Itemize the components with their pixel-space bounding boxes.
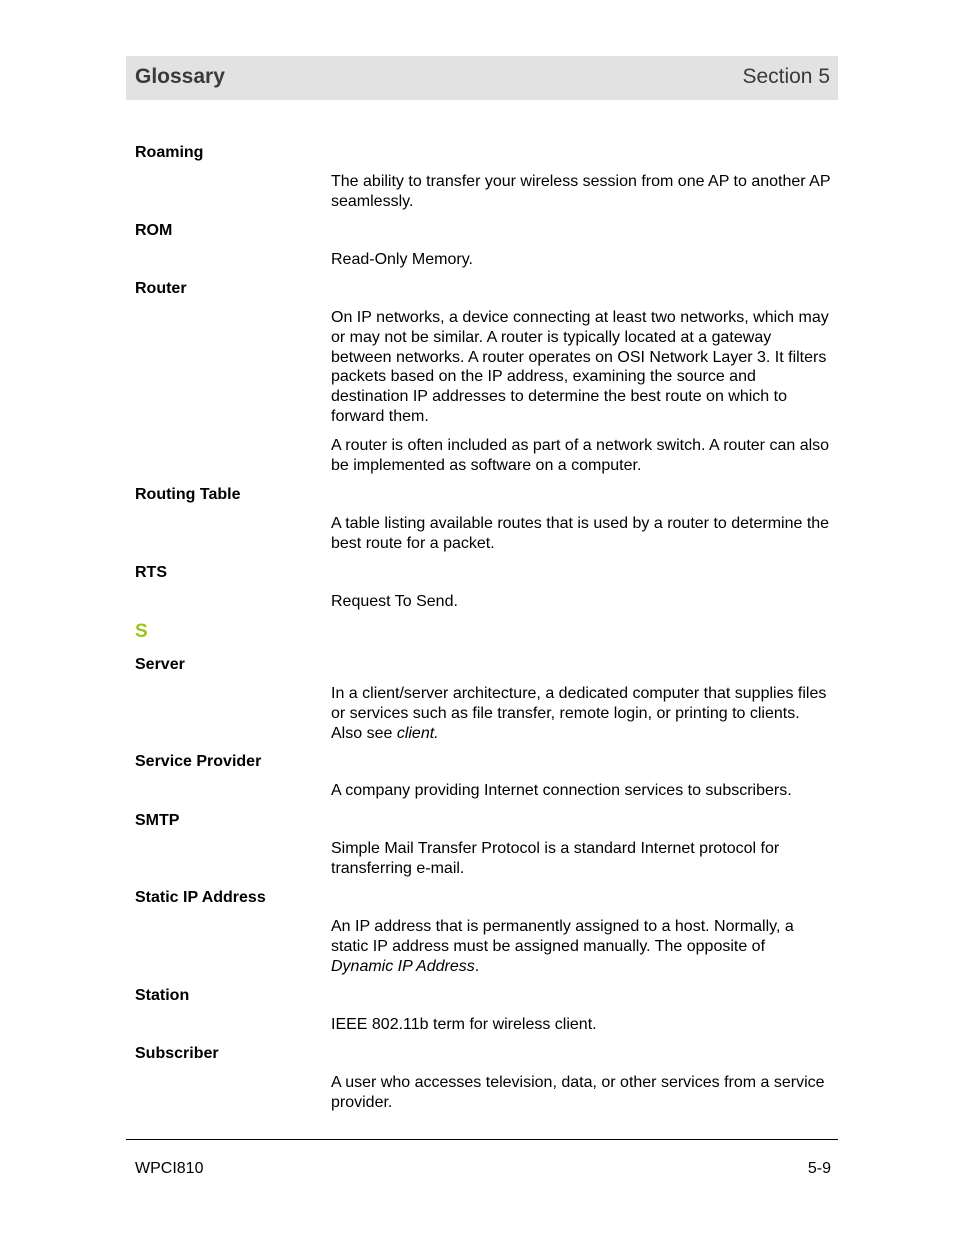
footer-product-name: WPCI810 xyxy=(135,1160,204,1177)
glossary-term-rts: RTS xyxy=(135,564,167,581)
page-header xyxy=(126,56,838,100)
glossary-definition-router-p2: A router is often included as part of a network switch. A router can also be implemented as software on a computer. xyxy=(331,437,830,474)
glossary-definition-subscriber: A user who accesses television, data, or other services from a service provider. xyxy=(331,1074,825,1111)
glossary-term-router: Router xyxy=(135,280,187,297)
glossary-definition-rts: Request To Send. xyxy=(331,593,458,610)
glossary-term-subscriber: Subscriber xyxy=(135,1045,219,1062)
footer-page-number: 5-9 xyxy=(807,1160,831,1177)
definition-text-end: . xyxy=(474,957,480,975)
glossary-definition-router-p1: On IP networks, a device connecting at least two networks, which may or may not be similar. A router is typically located at a gateway between networks. A router operates on OSI Network Layer 3. It filters packets based on the IP address, examining the source and destination IP addresses to determine the best route on which to forward them. xyxy=(331,309,829,425)
definition-text: In a client/server architecture, a dedicated computer that supplies files or services such as file transfer, remote login, or printing to clients. Also see xyxy=(331,685,827,742)
footer-divider xyxy=(126,1139,838,1140)
glossary-definition-rom: Read-Only Memory. xyxy=(331,251,473,268)
glossary-term-station: Station xyxy=(135,987,190,1004)
glossary-definition-static-ip-address xyxy=(331,917,831,976)
glossary-term-service-provider: Service Provider xyxy=(135,753,262,770)
glossary-definition-smtp: Simple Mail Transfer Protocol is a standard Internet protocol for transferring e-mail. xyxy=(331,840,780,877)
glossary-definition-server xyxy=(331,684,831,743)
glossary-term-rom: ROM xyxy=(135,222,173,239)
cross-reference: client. xyxy=(396,724,439,742)
glossary-term-smtp: SMTP xyxy=(135,812,180,829)
header-section: Section 5 xyxy=(742,65,830,88)
glossary-definition-roaming: The ability to transfer your wireless session from one AP to another AP seamlessly. xyxy=(331,173,831,210)
definition-text: An IP address that is permanently assigned to a host. Normally, a static IP address must be assigned manually. The opposite of xyxy=(331,918,794,955)
glossary-term-static-ip-address: Static IP Address xyxy=(135,889,266,906)
glossary-term-server: Server xyxy=(135,656,185,673)
section-letter-heading: S xyxy=(135,621,148,642)
glossary-definition-routing-table: A table listing available routes that is used by a router to determine the best route for a packet. xyxy=(331,515,830,552)
glossary-definition-service-provider: A company providing Internet connection services to subscribers. xyxy=(331,782,792,799)
cross-reference: Dynamic IP Address xyxy=(331,957,475,975)
glossary-definition-station: IEEE 802.11b term for wireless client. xyxy=(331,1016,597,1033)
glossary-term-roaming: Roaming xyxy=(135,144,204,161)
glossary-term-routing-table: Routing Table xyxy=(135,486,241,503)
header-title: Glossary xyxy=(135,65,225,88)
